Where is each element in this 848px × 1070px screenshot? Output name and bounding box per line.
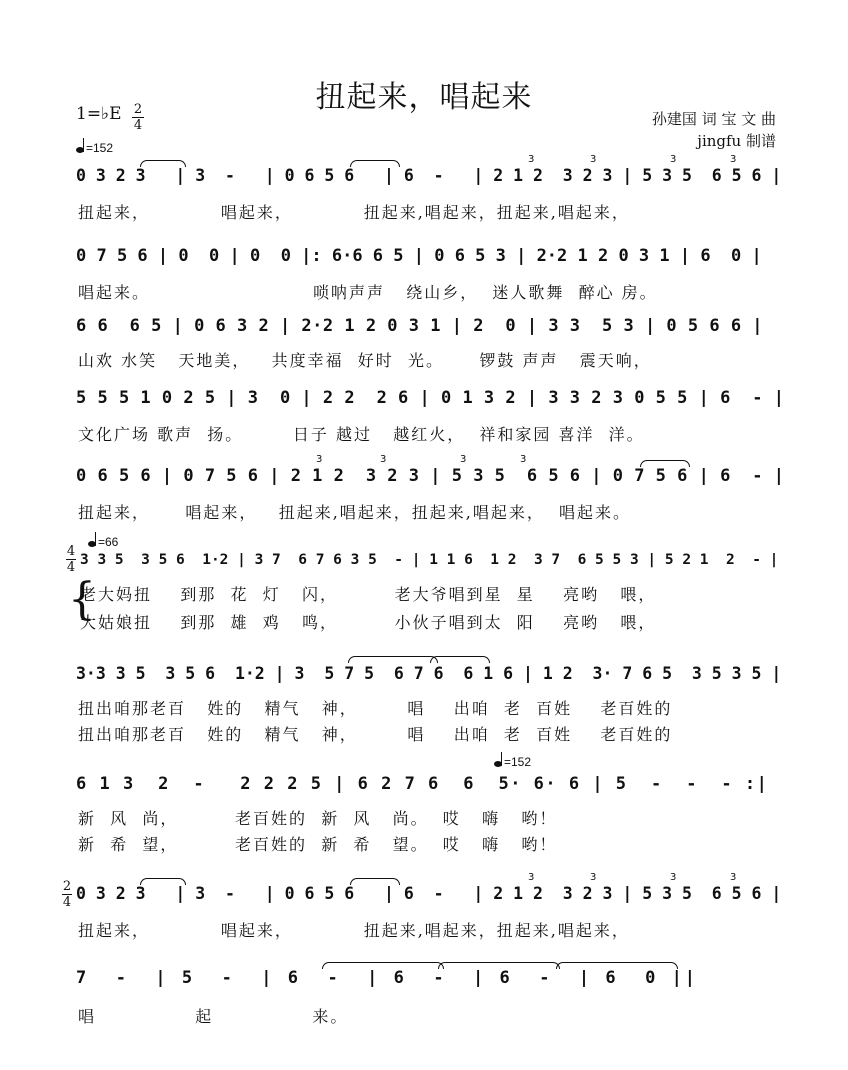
tie <box>350 878 400 885</box>
lyric-line: 扭起来， 唱起来， 扭起来,唱起来，扭起来,唱起来， <box>78 203 630 222</box>
notes-line: 0 7 5 6 | 0 0 | 0 0 |: 6·6 6 5 | 0 6 5 3 | 2·2 1 2 0 3 1 | 6 0 | <box>76 246 762 266</box>
tempo-value: =152 <box>86 141 114 155</box>
triplet-mark: 3 <box>730 154 737 165</box>
notes-line: 3·3 3 5 3 5 6 1·2 | 3 5 7 5 6 7 6 6 1 6 | 1 2 3· 7 6 5 3 5 3 5 | <box>76 664 782 683</box>
tempo-opening <box>76 138 113 155</box>
lyric-line: 山欢 水笑 天地美， 共度幸福 好时 光。 锣鼓 声声 震天响， <box>78 351 652 370</box>
note-stem <box>95 532 96 546</box>
ts-top: 2 <box>62 879 72 894</box>
notes-line: 6 6 6 5 | 0 6 3 2 | 2·2 1 2 0 3 1 | 2 0 | 3 3 5 3 | 0 5 6 6 | <box>76 316 764 336</box>
tempo-middle <box>88 532 118 549</box>
triplet-mark: 3 <box>730 872 737 883</box>
lyric-line: 扭起来， 唱起来， 扭起来,唱起来，扭起来,唱起来， 唱起来。 <box>78 503 632 522</box>
lyric-line: 文化广场 歌声 扬。 日子 越过 越红火， 祥和家园 喜洋 洋。 <box>78 425 645 444</box>
tie <box>438 962 560 969</box>
notes-line: 3 3 5 3 5 6 1·2 | 3 7 6 7 6 3 5 - | 1 1 6 1 2 3 7 6 5 5 3 | 5 2 1 2 - | <box>80 552 779 568</box>
ts-top: 4 <box>66 544 76 559</box>
tie <box>640 460 690 467</box>
tempo-return <box>494 752 531 769</box>
time-signature-opening <box>132 103 144 132</box>
tie <box>322 962 444 969</box>
notes-line: 0 3 2 3 | 3 - | 0 6 5 6 | 6 - | 2 1 2 3 2 3 | 5 3 5 6 5 6 | <box>76 884 782 903</box>
lyric-line-verse-1: 新 风 尚， 老百姓的 新 风 尚。 哎 嗨 哟！ <box>78 809 558 828</box>
tie <box>348 656 438 663</box>
lyric-line-verse-1: 老大妈扭 到那 花 灯 闪， 老大爷唱到星 星 亮哟 喂， <box>80 585 657 604</box>
key-signature: 1=♭E <box>76 104 122 124</box>
lyric-line: 扭起来， 唱起来， 扭起来,唱起来，扭起来,唱起来， <box>78 921 630 940</box>
ts-bottom: 4 <box>66 560 76 575</box>
lyric-line-verse-2: 扭出咱那老百 姓的 精气 神， 唱 出咱 老 百姓 老百姓的 <box>78 725 673 744</box>
lyric-line-verse-1: 扭出咱那老百 姓的 精气 神， 唱 出咱 老 百姓 老百姓的 <box>78 699 673 718</box>
triplet-mark: 3 <box>590 872 597 883</box>
tie <box>140 160 186 167</box>
ts-top: 2 <box>133 102 143 117</box>
tie <box>350 160 400 167</box>
credits-transcriber: jingfu 制谱 <box>697 132 776 150</box>
tie <box>430 656 490 663</box>
time-signature-closing <box>62 880 72 909</box>
verse-brace: { <box>68 574 96 625</box>
triplet-mark: 3 <box>460 454 467 465</box>
tempo-value: =66 <box>98 535 119 549</box>
triplet-mark: 3 <box>528 154 535 165</box>
triplet-mark: 3 <box>528 872 535 883</box>
tie <box>140 878 186 885</box>
triplet-mark: 3 <box>316 454 323 465</box>
ts-bottom: 4 <box>133 118 143 133</box>
notes-line: 7 - | 5 - | 6 - | 6 - | 6 - | 6 0 || <box>76 968 699 988</box>
triplet-mark: 3 <box>520 454 527 465</box>
ts-bottom: 4 <box>62 895 72 910</box>
tie <box>556 962 678 969</box>
note-stem <box>501 752 502 766</box>
song-title: 扭起来，唱起来 <box>315 80 533 115</box>
triplet-mark: 3 <box>590 154 597 165</box>
note-stem <box>83 138 84 152</box>
notes-line: 0 6 5 6 | 0 7 5 6 | 2 1 2 3 2 3 | 5 3 5 6 5 6 | 0 7 5 6 | 6 - | <box>76 466 785 486</box>
tempo-value: =152 <box>504 755 532 769</box>
time-signature-middle <box>66 545 76 574</box>
lyric-line: 唱起来。 唢呐声声 绕山乡， 迷人歌舞 醉心 房。 <box>78 283 658 302</box>
triplet-mark: 3 <box>670 872 677 883</box>
lyric-line-verse-2: 新 希 望， 老百姓的 新 希 望。 哎 嗨 哟！ <box>78 835 558 854</box>
triplet-mark: 3 <box>670 154 677 165</box>
notes-line: 0 3 2 3 | 3 - | 0 6 5 6 | 6 - | 2 1 2 3 2 3 | 5 3 5 6 5 6 | <box>76 166 782 185</box>
notes-line: 5 5 5 1 0 2 5 | 3 0 | 2 2 2 6 | 0 1 3 2 | 3 3 2 3 0 5 5 | 6 - | <box>76 388 785 408</box>
lyric-line: 唱 起 来。 <box>78 1007 349 1026</box>
credits-authors: 孙建国 词 宝 文 曲 <box>651 110 776 128</box>
triplet-mark: 3 <box>380 454 387 465</box>
notes-line: 6 1 3 2 - 2 2 2 5 | 6 2 7 6 6 5· 6· 6 | 5 - - - :| <box>76 774 769 794</box>
lyric-line-verse-2: 大姑娘扭 到那 雄 鸡 鸣， 小伙子唱到太 阳 亮哟 喂， <box>80 613 657 632</box>
